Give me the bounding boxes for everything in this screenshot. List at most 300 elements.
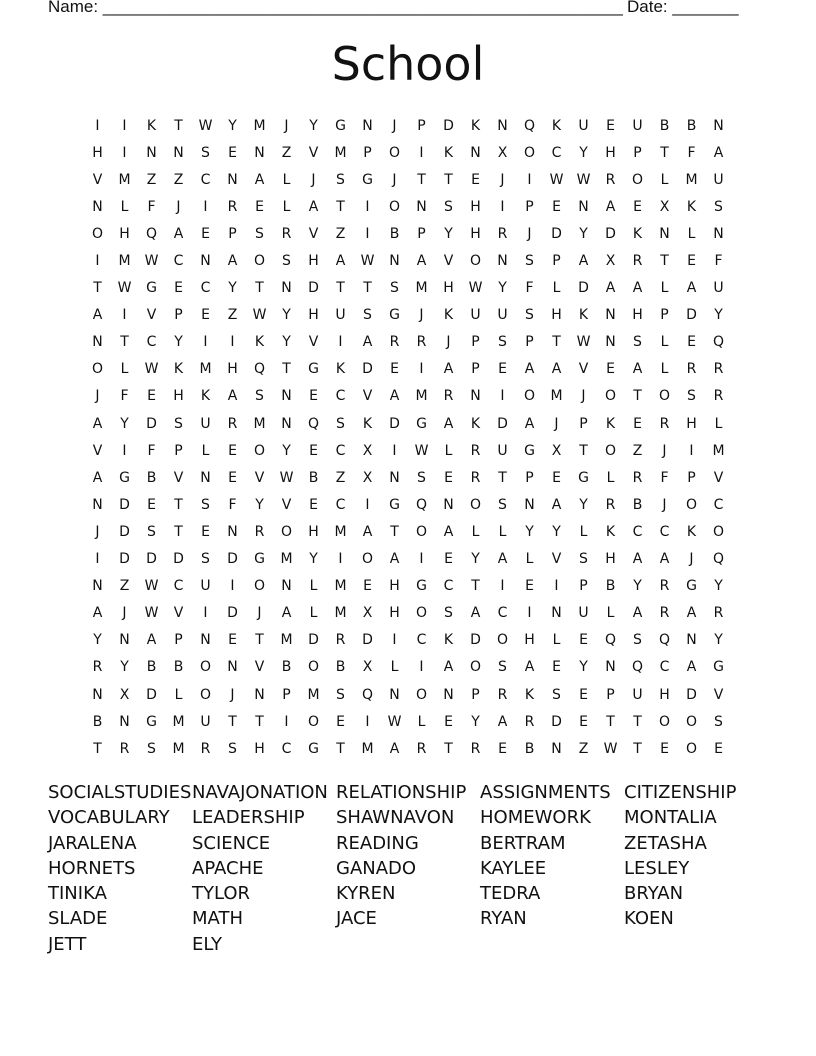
grid-letter: I (230, 334, 235, 351)
grid-letter: I (203, 198, 208, 215)
grid-letter: O (388, 144, 401, 161)
grid-letter: K (605, 523, 616, 540)
grid-letter: V (713, 686, 724, 703)
grid-row (84, 627, 732, 654)
grid-letter: L (552, 280, 561, 297)
grid-letter: I (419, 551, 424, 568)
grid-letter: R (605, 171, 616, 188)
grid-letter: E (525, 578, 534, 595)
grid-letter: K (254, 334, 265, 351)
grid-letter: O (685, 496, 698, 513)
grid-letter: P (228, 225, 237, 242)
grid-letter: M (172, 740, 185, 757)
grid-letter: D (308, 632, 319, 649)
grid-letter: T (633, 388, 642, 405)
grid-letter: C (659, 523, 670, 540)
grid-row (84, 356, 732, 383)
grid-letter: O (496, 632, 509, 649)
grid-letter: U (200, 578, 211, 595)
grid-letter: N (497, 117, 508, 134)
grid-letter: O (523, 388, 536, 405)
grid-letter: M (334, 605, 347, 622)
grid-letter: M (361, 740, 374, 757)
grid-letter: R (497, 225, 508, 242)
grid-letter: O (685, 740, 698, 757)
grid-letter: N (227, 523, 238, 540)
grid-letter: E (228, 632, 237, 649)
grid-letter: E (309, 388, 318, 405)
grid-letter: T (336, 280, 345, 297)
grid-letter: L (174, 686, 183, 703)
grid-letter: I (95, 117, 100, 134)
grid-letter: E (633, 415, 642, 432)
grid-letter: T (174, 496, 183, 513)
grid-letter: A (551, 361, 562, 378)
grid-letter: H (470, 225, 481, 242)
grid-letter: E (579, 713, 588, 730)
grid-letter: B (524, 740, 535, 757)
word-bank-item: SCIENCE (192, 832, 271, 854)
grid-letter: D (146, 415, 157, 432)
grid-letter: L (606, 605, 615, 622)
grid-letter: W (198, 117, 213, 134)
grid-letter: A (686, 659, 697, 676)
grid-letter: U (470, 307, 481, 324)
grid-letter: T (444, 740, 453, 757)
grid-letter: W (144, 361, 159, 378)
grid-letter: S (336, 686, 345, 703)
grid-letter: G (389, 496, 400, 513)
grid-letter: B (173, 659, 184, 676)
grid-letter: R (389, 334, 400, 351)
grid-letter: L (201, 442, 210, 459)
grid-letter: W (279, 469, 294, 486)
grid-letter: K (443, 632, 454, 649)
grid-letter: A (470, 605, 481, 622)
grid-letter: A (497, 551, 508, 568)
grid-letter: A (308, 198, 319, 215)
grid-letter: B (308, 469, 319, 486)
grid-letter: V (173, 469, 184, 486)
grid-letter: G (524, 442, 535, 459)
grid-letter: D (119, 496, 130, 513)
grid-row (84, 139, 732, 166)
grid-letter: G (146, 280, 157, 297)
word-bank-item: SHAWNAVON (336, 807, 455, 829)
name-field-label: Name: _______________________________________________________ (48, 0, 623, 16)
grid-letter: O (604, 442, 617, 459)
word-bank-item: RYAN (480, 908, 527, 930)
grid-letter: Z (281, 144, 292, 161)
grid-letter: P (174, 442, 183, 459)
grid-letter: V (146, 307, 157, 324)
grid-letter: U (713, 171, 724, 188)
grid-letter: P (525, 334, 534, 351)
grid-letter: S (201, 144, 210, 161)
grid-letter: K (335, 361, 346, 378)
grid-letter: O (658, 713, 671, 730)
grid-letter: N (443, 496, 454, 513)
grid-letter: A (659, 551, 670, 568)
grid-letter: S (498, 659, 507, 676)
grid-letter: Q (523, 117, 536, 134)
grid-letter: K (362, 415, 373, 432)
grid-letter: V (173, 605, 184, 622)
grid-letter: L (444, 442, 453, 459)
grid-letter: U (632, 117, 643, 134)
grid-letter: K (470, 415, 481, 432)
grid-letter: B (389, 225, 400, 242)
grid-letter: A (281, 605, 292, 622)
grid-letter: J (662, 442, 667, 459)
word-bank-item: JACE (336, 908, 377, 930)
grid-letter: I (122, 117, 127, 134)
grid-letter: L (552, 632, 561, 649)
grid-letter: A (443, 523, 454, 540)
grid-letter: P (525, 469, 534, 486)
grid-letter: J (230, 686, 235, 703)
word-bank-item: BERTRAM (480, 832, 566, 854)
grid-letter: R (470, 442, 481, 459)
grid-letter: T (633, 740, 642, 757)
grid-letter: O (307, 659, 320, 676)
grid-letter: B (92, 713, 103, 730)
grid-letter: N (254, 686, 265, 703)
grid-letter: A (362, 523, 373, 540)
grid-letter: T (390, 523, 399, 540)
grid-letter: G (416, 415, 427, 432)
grid-letter: O (604, 388, 617, 405)
grid-letter: S (498, 334, 507, 351)
grid-letter: T (633, 713, 642, 730)
grid-letter: F (525, 280, 534, 297)
grid-letter: X (551, 442, 562, 459)
grid-letter: L (606, 469, 615, 486)
grid-letter: A (443, 415, 454, 432)
grid-letter: D (227, 551, 238, 568)
grid-letter: U (578, 605, 589, 622)
grid-letter: P (282, 686, 291, 703)
grid-letter: O (415, 686, 428, 703)
grid-letter: T (552, 334, 561, 351)
grid-letter: R (713, 388, 724, 405)
grid-row (84, 220, 732, 247)
grid-letter: S (201, 496, 210, 513)
grid-letter: J (446, 334, 451, 351)
grid-letter: I (122, 307, 127, 324)
grid-letter: G (119, 469, 130, 486)
grid-letter: A (227, 253, 238, 270)
grid-row (84, 329, 732, 356)
grid-letter: I (203, 334, 208, 351)
grid-letter: O (199, 659, 212, 676)
grid-letter: O (280, 523, 293, 540)
grid-letter: E (309, 496, 318, 513)
grid-letter: X (362, 659, 373, 676)
grid-letter: T (471, 578, 480, 595)
grid-letter: S (282, 253, 291, 270)
grid-letter: M (415, 388, 428, 405)
grid-letter: L (660, 280, 669, 297)
grid-letter: L (687, 225, 696, 242)
grid-letter: A (632, 361, 643, 378)
grid-letter: J (392, 117, 397, 134)
word-bank (48, 780, 768, 957)
grid-letter: J (95, 523, 100, 540)
grid-letter: U (632, 686, 643, 703)
grid-letter: H (605, 551, 616, 568)
grid-letter: I (419, 144, 424, 161)
grid-letter: N (92, 578, 103, 595)
grid-letter: E (444, 469, 453, 486)
grid-letter: X (362, 442, 373, 459)
grid-letter: R (632, 469, 643, 486)
grid-letter: K (443, 307, 454, 324)
word-bank-item: ELY (192, 933, 223, 955)
grid-letter: P (174, 307, 183, 324)
grid-letter: O (253, 253, 266, 270)
grid-letter: S (147, 740, 156, 757)
grid-letter: W (603, 740, 618, 757)
grid-letter: E (201, 307, 210, 324)
page-title: School (331, 37, 485, 91)
grid-letter: R (443, 388, 454, 405)
grid-letter: J (176, 198, 181, 215)
grid-letter: N (200, 469, 211, 486)
grid-letter: B (659, 117, 670, 134)
grid-letter: P (471, 686, 480, 703)
grid-letter: H (524, 632, 535, 649)
word-bank-item: GANADO (336, 857, 417, 879)
grid-letter: W (117, 280, 132, 297)
grid-letter: C (200, 280, 211, 297)
grid-letter: Y (714, 632, 723, 649)
grid-letter: H (443, 280, 454, 297)
grid-letter: A (443, 361, 454, 378)
grid-letter: H (632, 307, 643, 324)
grid-letter: R (416, 334, 427, 351)
grid-letter: V (308, 334, 319, 351)
grid-letter: X (119, 686, 130, 703)
grid-letter: U (713, 280, 724, 297)
grid-letter: P (660, 307, 669, 324)
grid-letter: Y (714, 307, 723, 324)
grid-letter: K (173, 361, 184, 378)
grid-row (84, 275, 732, 302)
grid-letter: E (552, 659, 561, 676)
grid-letter: F (714, 253, 723, 270)
word-bank-item: NAVAJONATION (192, 782, 328, 803)
grid-letter: Y (633, 578, 642, 595)
grid-letter: L (309, 605, 318, 622)
grid-row (84, 491, 732, 518)
grid-letter: C (497, 605, 508, 622)
grid-letter: Z (632, 442, 643, 459)
grid-letter: A (389, 740, 400, 757)
grid-letter: P (687, 469, 696, 486)
grid-row (84, 518, 732, 545)
grid-letter: N (227, 659, 238, 676)
grid-letter: W (576, 171, 591, 188)
grid-letter: Y (471, 713, 480, 730)
word-bank-item: JETT (48, 933, 87, 955)
grid-letter: O (469, 496, 482, 513)
grid-letter: Q (658, 632, 671, 649)
grid-letter: G (686, 578, 697, 595)
grid-letter: L (660, 171, 669, 188)
grid-letter: D (146, 686, 157, 703)
grid-letter: H (308, 307, 319, 324)
grid-letter: Y (498, 280, 507, 297)
grid-letter: A (497, 713, 508, 730)
grid-letter: P (417, 117, 426, 134)
grid-letter: S (525, 307, 534, 324)
word-bank-item: LESLEY (624, 857, 690, 879)
grid-letter: Y (579, 496, 588, 513)
grid-letter: Y (309, 551, 318, 568)
grid-letter: M (280, 632, 293, 649)
grid-letter: T (174, 117, 183, 134)
grid-letter: R (497, 686, 508, 703)
grid-letter: M (334, 578, 347, 595)
grid-letter: A (362, 334, 373, 351)
grid-letter: E (255, 198, 264, 215)
grid-letter: P (363, 144, 372, 161)
grid-letter: N (605, 307, 616, 324)
grid-letter: V (92, 171, 103, 188)
grid-letter: N (497, 253, 508, 270)
grid-letter: U (200, 415, 211, 432)
grid-letter: J (311, 171, 316, 188)
grid-letter: O (712, 523, 725, 540)
grid-letter: A (632, 551, 643, 568)
grid-row (84, 193, 732, 220)
grid-letter: T (255, 280, 264, 297)
grid-letter: D (119, 523, 130, 540)
grid-letter: R (416, 740, 427, 757)
grid-letter: E (579, 632, 588, 649)
grid-letter: K (200, 388, 211, 405)
grid-letter: O (523, 144, 536, 161)
grid-letter: K (605, 415, 616, 432)
grid-letter: N (443, 686, 454, 703)
grid-letter: H (227, 361, 238, 378)
grid-letter: U (335, 307, 346, 324)
grid-letter: I (122, 144, 127, 161)
grid-letter: F (147, 198, 156, 215)
grid-letter: A (92, 415, 103, 432)
grid-letter: Y (255, 496, 264, 513)
grid-letter: R (470, 469, 481, 486)
grid-letter: R (659, 415, 670, 432)
grid-letter: Q (145, 225, 158, 242)
grid-letter: C (281, 740, 292, 757)
grid-letter: J (257, 605, 262, 622)
grid-row (84, 708, 732, 735)
grid-letter: V (713, 469, 724, 486)
grid-letter: O (685, 713, 698, 730)
grid-letter: N (92, 686, 103, 703)
grid-letter: M (253, 415, 266, 432)
grid-letter: N (470, 144, 481, 161)
grid-letter: T (282, 361, 291, 378)
grid-letter: Z (335, 469, 346, 486)
grid-letter: S (363, 307, 372, 324)
grid-letter: G (416, 578, 427, 595)
grid-letter: E (606, 117, 615, 134)
grid-letter: F (660, 469, 669, 486)
grid-letter: U (578, 117, 589, 134)
grid-letter: I (95, 551, 100, 568)
grid-letter: M (307, 686, 320, 703)
grid-letter: T (255, 713, 264, 730)
grid-letter: T (444, 171, 453, 188)
grid-letter: N (524, 496, 535, 513)
grid-letter: H (254, 740, 265, 757)
grid-letter: L (390, 659, 399, 676)
grid-letter: V (281, 496, 292, 513)
grid-letter: M (334, 523, 347, 540)
grid-letter: Q (712, 334, 725, 351)
word-bank-item: KOEN (624, 908, 674, 930)
grid-row (84, 464, 732, 491)
grid-letter: Y (525, 523, 534, 540)
word-bank-item: KAYLEE (480, 857, 547, 879)
grid-letter: R (659, 578, 670, 595)
grid-letter: M (415, 280, 428, 297)
grid-letter: I (122, 442, 127, 459)
grid-letter: O (469, 253, 482, 270)
grid-letter: U (497, 307, 508, 324)
grid-letter: V (92, 442, 103, 459)
grid-letter: T (579, 442, 588, 459)
grid-row (84, 437, 732, 464)
grid-letter: D (362, 361, 373, 378)
grid-letter: Y (471, 551, 480, 568)
grid-letter: I (365, 225, 370, 242)
grid-letter: N (281, 280, 292, 297)
grid-letter: R (119, 740, 130, 757)
grid-letter: N (389, 469, 400, 486)
grid-letter: E (201, 225, 210, 242)
grid-letter: G (308, 740, 319, 757)
grid-letter: C (335, 496, 346, 513)
grid-letter: R (254, 523, 265, 540)
grid-letter: O (469, 659, 482, 676)
grid-letter: D (119, 551, 130, 568)
grid-letter: W (549, 171, 564, 188)
grid-letter: I (95, 253, 100, 270)
grid-letter: Y (282, 334, 291, 351)
grid-letter: H (389, 578, 400, 595)
grid-letter: N (227, 171, 238, 188)
grid-letter: W (252, 307, 267, 324)
grid-letter: N (713, 117, 724, 134)
grid-letter: S (417, 469, 426, 486)
grid-letter: R (470, 740, 481, 757)
grid-letter: E (687, 334, 696, 351)
grid-letter: E (660, 740, 669, 757)
grid-letter: A (389, 551, 400, 568)
grid-letter: E (174, 280, 183, 297)
grid-letter: O (388, 198, 401, 215)
grid-letter: H (389, 605, 400, 622)
grid-letter: Y (579, 225, 588, 242)
grid-letter: M (712, 442, 725, 459)
grid-letter: I (284, 713, 289, 730)
grid-letter: E (714, 740, 723, 757)
grid-letter: C (200, 171, 211, 188)
